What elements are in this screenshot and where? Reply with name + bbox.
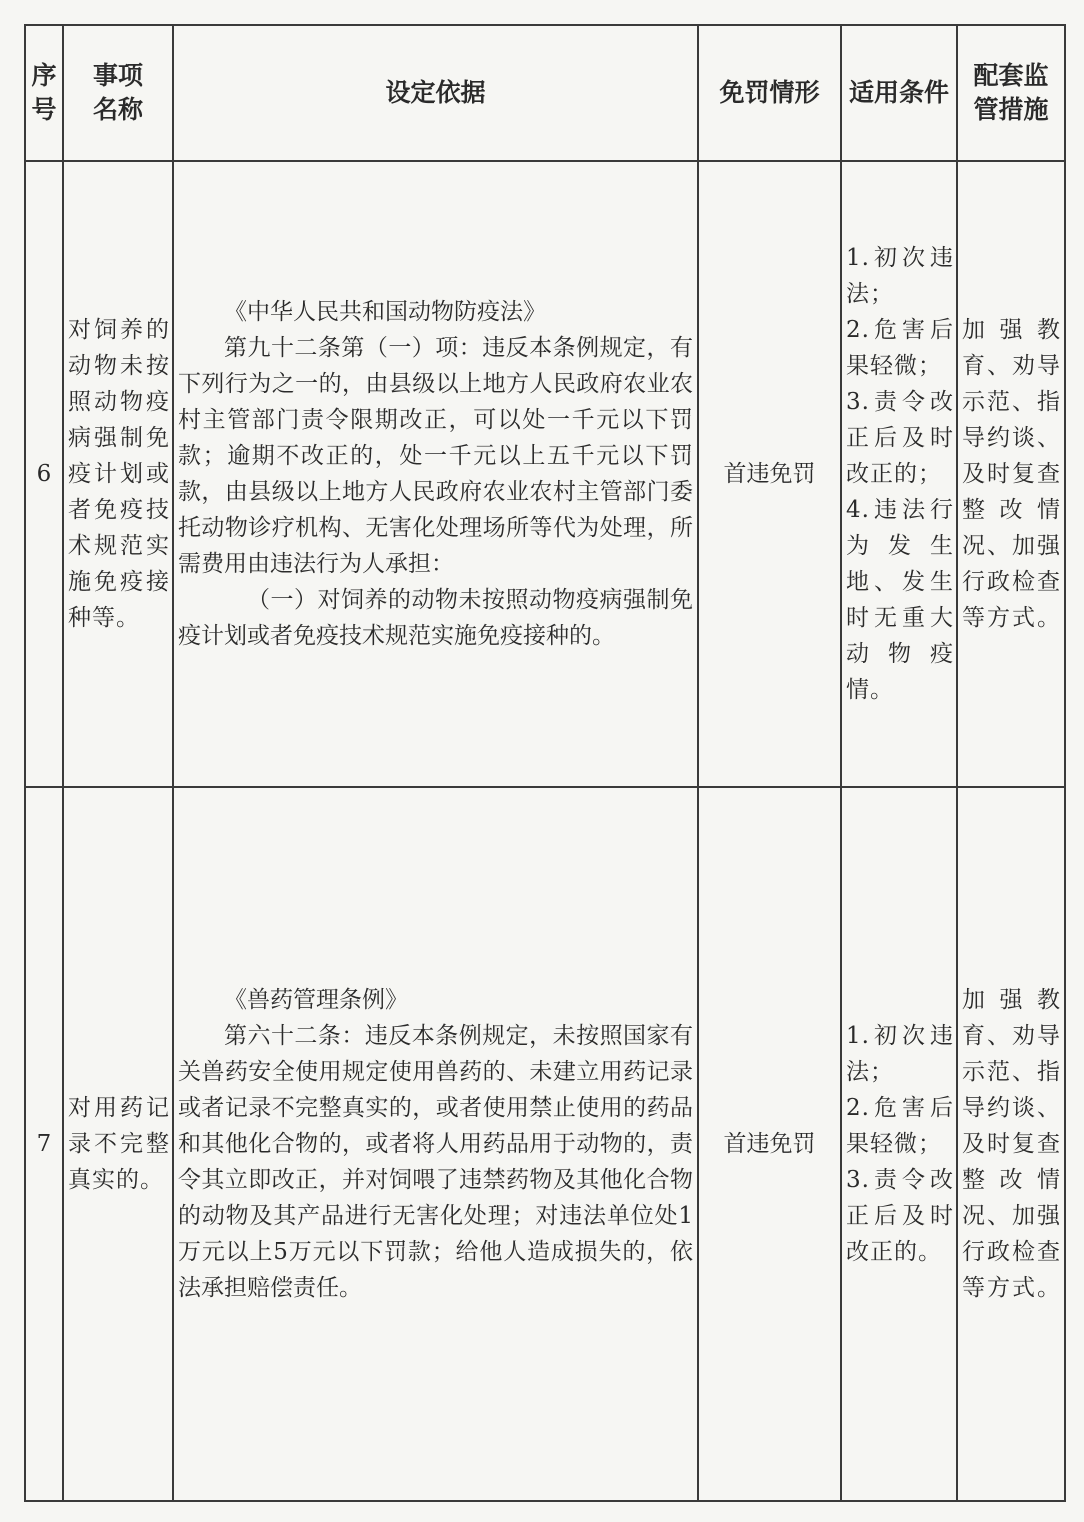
penalty-exemption-table bbox=[24, 24, 1066, 1502]
item-name: 对饲养的动物未按照动物疫病强制免疫计划或者免疫技术规范实施免疫接种等。 bbox=[63, 161, 173, 787]
condition-item: 2.危害后果轻微； bbox=[846, 1095, 954, 1157]
basis-item: （一）对饲养的动物未按照动物疫病强制免疫计划或者免疫技术规范实施免疫接种的。 bbox=[178, 587, 693, 649]
row-number: 7 bbox=[25, 787, 63, 1501]
basis-paragraph: 第六十二条：违反本条例规定，未按照国家有关兽药安全使用规定使用兽药的、未建立用药记录或者记录不完整真实的，或者使用禁止使用的药品和其他化合物的，或者将人用药品用于动物的，责令其立即改正，并对饲喂了违禁药物及其他化合物的动物及其产品进行无害化处理；对违法单位处1万元以上5万元以下罚款；给他人造成损失的，依法承担赔偿责任。 bbox=[178, 1023, 693, 1301]
header-name: 事项名称 bbox=[63, 25, 173, 161]
item-name: 对用药记录不完整真实的。 bbox=[63, 787, 173, 1501]
basis-title: 《兽药管理条例》 bbox=[224, 987, 408, 1013]
header-basis: 设定依据 bbox=[173, 25, 698, 161]
condition-item: 3.责令改正后及时改正的； bbox=[846, 389, 954, 487]
basis-title: 《中华人民共和国动物防疫法》 bbox=[224, 299, 546, 325]
condition-item: 1.初次违法； bbox=[846, 1023, 954, 1085]
legal-basis bbox=[173, 787, 698, 1501]
exemption-type: 首违免罚 bbox=[698, 787, 841, 1501]
conditions bbox=[841, 161, 957, 787]
condition-item: 1.初次违法； bbox=[846, 245, 954, 307]
header-num: 序号 bbox=[25, 25, 63, 161]
condition-item: 2.危害后果轻微； bbox=[846, 317, 954, 379]
supervision-measures: 加强教育、劝导示范、指导约谈、及时复查整改情况、加强行政检查等方式。 bbox=[957, 161, 1065, 787]
condition-item: 4.违法行为发生地、发生时无重大动物疫情。 bbox=[846, 497, 954, 703]
header-row bbox=[25, 25, 1065, 161]
row-number: 6 bbox=[25, 161, 63, 787]
table-row bbox=[25, 787, 1065, 1501]
basis-paragraph: 第九十二条第（一）项：违反本条例规定，有下列行为之一的，由县级以上地方人民政府农业农村主管部门责令限期改正，可以处一千元以下罚款；逾期不改正的，处一千元以上五千元以下罚款，由县级以上地方人民政府农业农村主管部门委托动物诊疗机构、无害化处理场所等代为处理，所需费用由违法行为人承担： bbox=[178, 335, 693, 577]
exemption-type: 首违免罚 bbox=[698, 161, 841, 787]
header-exempt: 免罚情形 bbox=[698, 25, 841, 161]
condition-item: 3.责令改正后及时改正的。 bbox=[846, 1167, 954, 1265]
header-condition: 适用条件 bbox=[841, 25, 957, 161]
conditions bbox=[841, 787, 957, 1501]
header-measures: 配套监管措施 bbox=[957, 25, 1065, 161]
table-row bbox=[25, 161, 1065, 787]
legal-basis bbox=[173, 161, 698, 787]
supervision-measures: 加强教育、劝导示范、指导约谈、及时复查整改情况、加强行政检查等方式。 bbox=[957, 787, 1065, 1501]
